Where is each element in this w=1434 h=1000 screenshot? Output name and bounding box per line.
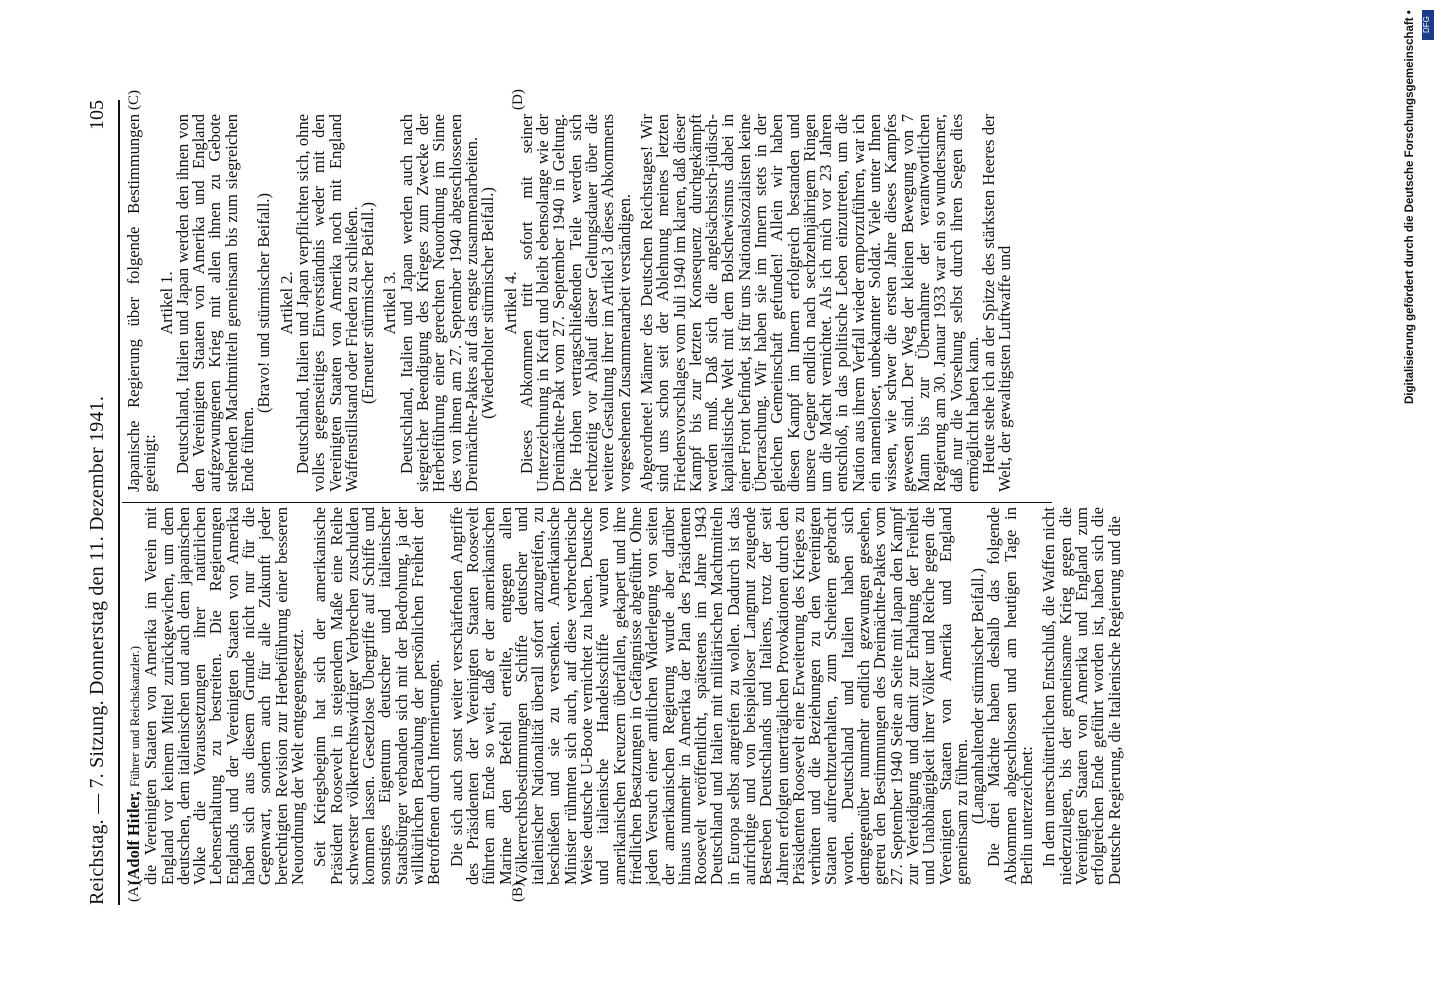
paragraph: Abgeordnete! Männer des Deutschen Reichstages! Wir sind uns schon seit der Ablehnung meines letzten Friedensvorschlages vom Juli 1940 im klaren, daß dieser Kampf bis zur letzten Konsequenz durchgekämpft werden muß. Daß sich die angelsächsisch-jüdisch-kapitalistische Welt mit dem Bolschewismus dabei in einer Front befindet, ist für uns Nationalsozialisten keine Überraschung. Wir haben sie im Innern stets in der gleichen Gemeinschaft gefunden! Allein wir haben diesen Kampf im Innern erfolgreich bestanden und unsere Gegner endlich nach sechzehnjährigem Ringen um die Macht vernichtet. Als ich mich vor 23 Jahren entschloß, in das politische Leben einzutreten, um die Nation aus ihrem Verfall wieder emporzuführen, war ich ein namenloser, unbekannter Soldat. Viele unter Ihnen wissen, wie schwer die ersten Jahre dieses Kampfes gewesen sind. Der Weg der kleinen Bewegung von 7 Mann bis zur Übernahme der verantwortlichen Regierung am 30. Januar 1933 war ein so wundersamer, daß nur die Vorsehung selbst durch ihren Segen dies ermöglicht haben kann. <box>636 114 982 492</box>
right-column <box>126 114 1066 492</box>
article-text: Deutschland, Italien und Japan verpflichten sich, ohne volles gegenseitiges Einverständnis weder mit den Vereinigten Staaten von Amerika noch mit England Waffenstillstand oder Frieden zu schließen. <box>292 114 361 492</box>
header-rule <box>118 100 120 905</box>
applause-note: (Erneuter stürmischer Beifall.) <box>358 201 378 405</box>
margin-marker-b: (B) <box>510 882 526 902</box>
margin-marker-d: (D) <box>510 89 526 110</box>
header-title: Reichstag. — 7. Sitzung. Donnerstag den 11. Dezember 1941. <box>86 395 108 905</box>
speaker-name: (Adolf Hitler, <box>124 791 143 885</box>
margin-marker-c: (C) <box>126 90 142 110</box>
intro-line: Japanische Regierung über folgende Bestimmungen geeinigt: <box>124 114 160 492</box>
paragraph: die Vereinigten Staaten von Amerika im Verein mit England vor keinem Mittel zurückgewichen, um dem deutschen, dem italienischen und auch dem japanischen Volke die Voraussetzungen ihrer natürlichen Lebenserhaltung zu bestreiten. Die Regierungen Englands und der Vereinigten Staaten von Amerika haben sich aus diesem Grunde nicht nur für die Gegenwart, sondern auch für alle Zukunft jeder berechtigten Revision zur Herbeiführung einer besseren Neuordnung der Welt entgegengesetzt. <box>141 507 307 885</box>
article-text: Deutschland, Italien und Japan werden den ihnen von den Vereinigten Staaten von Amerika und England aufgezwungenen Krieg mit allen ihnen zu Gebote stehenden Machtmitteln gemeinsam bis zum siegreichen Ende führen. <box>172 114 258 492</box>
article-text: Dieses Abkommen tritt sofort mit seiner Unterzeichnung in Kraft und bleibt ebensolange wie der Dreimächte-Pakt vom 27. September 1940 in Geltung. Die Hohen vertragschließenden Teile werden sich rechtzeitig vor Ablauf dieser Geltungsdauer über die weitere Gestaltung ihrer im Artikel 3 dieses Abkommens vorgesehenen Zusammenarbeit verständigen. <box>516 114 634 492</box>
applause-note: (Wiederholter stürmischer Beifall.) <box>478 187 498 419</box>
article-heading: Artikel 1. <box>156 271 176 335</box>
paragraph: Die drei Mächte haben deshalb das folgende Abkommen abgeschlossen und am heutigen Tage in Berlin unterzeichnet: <box>984 507 1037 885</box>
article-text: Deutschland, Italien und Japan werden auch nach siegreicher Beendigung des Krieges zum Zwecke der Herbeiführung einer gerechten Neuordnung im Sinne des von ihnen am 27. September 1940 abgeschlossenen Dreimächte-Paktes auf das engste zusammenarbeiten. <box>396 114 481 492</box>
footer-text: Digitalisierung gefördert durch die Deutsche Forschungsgemeinschaft • <box>1404 10 1416 404</box>
paragraph: In dem unerschütterlichen Entschluß, die Waffen nicht niederzulegen, bis der gemeinsame Krieg gegen die Vereinigten Staaten von Amerika und England zum erfolgreichen Ende geführt worden ist, haben sich die Deutsche Regierung, die Italienische Regierung und die <box>1039 507 1124 885</box>
article-heading: Artikel 2. <box>276 271 296 335</box>
page-header <box>84 0 120 1000</box>
applause-note: (Bravo! und stürmischer Beifall.) <box>254 193 274 413</box>
paragraph: Seit Kriegsbeginn hat sich der amerikanische Präsident Roosevelt in steigendem Maße eine Reihe schwerster völkerrechtswidriger Verbrechen zuschulden kommen lassen. Gesetzlose Übergriffe auf Schiffe und sonstiges Eigentum deutscher und italienischer Staatsbürger verbanden sich mit der Bedrohung, ja der willkürlichen Beraubung der persönlichen Freiheit der Betroffenen durch Internierungen. <box>310 507 444 885</box>
applause-note: (Langanhaltender stürmischer Beifall.) <box>968 567 988 825</box>
column-divider <box>122 502 1052 503</box>
left-column <box>124 507 1124 885</box>
article-heading: Artikel 3. <box>380 271 400 335</box>
paragraph: Heute stehe ich an der Spitze des stärksten Heeres der Welt, der gewaltigsten Luftwaffe und <box>979 114 1015 492</box>
paragraph: Die sich auch sonst weiter verschärfenden Angriffe des Präsidenten der Vereinigten Staaten Roosevelt führten am Ende so weit, daß er der amerikanischen Marine den Befehl erteilte, entgegen allen Völkerrechtsbestimmungen Schiffe deutscher und italienischer Nationalität überall sofort anzugreifen, zu beschießen und sie zu versenken. Amerikanische Minister rühmten sich auch, auf diese verbrecherische Weise deutsche U-Boote vernichtet zu haben. Deutsche und italienische Handelsschiffe wurden von amerikanischen Kreuzern überfallen, gekapert und ihre friedlichen Besatzungen in Gefängnisse abgeführt. Ohne jeden Versuch einer amtlichen Widerlegung von seiten der amerikanischen Regierung wurde aber darüber hinaus nunmehr in Amerika der Plan des Präsidenten Roosevelt veröffentlicht, spätestens im Jahre 1943 Deutschland und Italien mit militärischen Machtmitteln in Europa selbst angreifen zu wollen. Dadurch ist das aufrichtige und von beispielloser Langmut zeugende Bestreben Deutschlands und Italiens, trotz der seit Jahren erfolgten unerträglichen Provokationen durch den Präsidenten Roosevelt eine Erweiterung des Krieges zu verhüten und die Beziehungen zu den Vereinigten Staaten aufrechtzuerhalten, zum Scheitern gebracht worden. Deutschland und Italien haben sich demgegenüber nunmehr endlich gezwungen gesehen, getreu den Bestimmungen des Dreimächte-Paktes vom 27. September 1940 Seite an Seite mit Japan den Kampf zur Verteidigung und damit zur Erhaltung der Freiheit und Unabhängigkeit ihrer Völker und Reiche gegen die Vereinigten Staaten von Amerika und England gemeinsam zu führen. <box>446 507 971 885</box>
page-number: 105 <box>86 100 108 130</box>
digitization-footer <box>1404 10 1430 990</box>
speaker-role: Führer und Reichskanzler.) <box>127 645 142 788</box>
dfg-logo: DFG <box>1422 10 1434 40</box>
margin-marker-a: (A) <box>126 881 142 902</box>
article-heading: Artikel 4. <box>500 271 520 335</box>
